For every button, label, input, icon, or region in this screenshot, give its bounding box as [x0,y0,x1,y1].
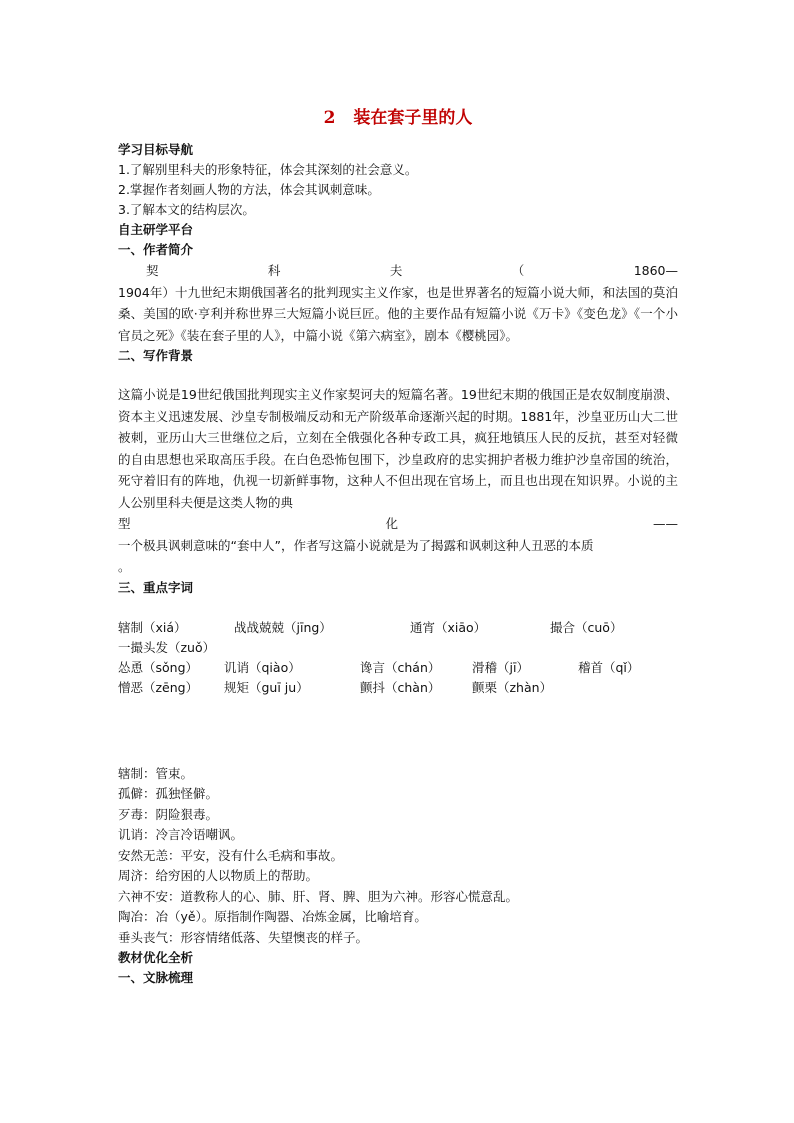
vocab-item: 撮合（cuō） [550,619,623,635]
lesson-title: 装在套子里的人 [353,108,473,128]
background-end: 。 [118,559,131,574]
author-first-line [118,260,678,282]
author-heading: 一、作者简介 [118,242,194,257]
definition-item: 安然无恙：平安，没有什么毛病和事故。 [118,847,344,863]
vocab-item: 讥诮（qiào） [224,659,301,675]
vocab-row-3 [118,678,678,698]
vocab-item: 稽首（qǐ） [578,659,640,675]
goal-item-3: 3.了解本文的结构层次。 [118,202,255,217]
background-spread-line [118,513,678,535]
vocab-item: 规矩（guī ju） [224,679,309,695]
vocab-item: 颤栗（zhàn） [472,679,553,695]
vocab-item: 战战兢兢（jīng） [234,619,332,635]
background-heading: 二、写作背景 [118,348,194,363]
author-paragraph: 1904年）十九世纪末期俄国著名的批判现实主义作家，也是世界著名的短篇小说大师，和法国的莫泊桑、美国的欧·亨利并称世界三大短篇小说巨匠。他的主要作品有短篇小说《万卡》《变色龙》《一个小官员之死》《装在套子里的人》，中篇小说《第六病室》，剧本《樱桃园》。 [118,284,678,343]
definition-item: 周济：给穷困的人以物质上的帮助。 [118,868,319,883]
definition-item: 歹毒：阴险狠毒。 [118,806,219,822]
author-token: 夫 [389,263,403,278]
definition-item: 孤僻：孤独怪僻。 [118,786,219,801]
vocab-item: 辖制（xiá） [118,619,187,635]
author-token: 契 [146,263,159,278]
author-token: 1860— [633,263,678,278]
keywords-heading: 三、重点字词 [118,579,194,595]
vocab-item: 滑稽（jī） [472,659,529,675]
definition-item: 讥诮：冷言冷语嘲讽。 [118,827,244,842]
analysis-subheading: 一、文脉梳理 [118,970,194,985]
vocab-item: 怂恿（sǒng） [118,659,199,675]
vocab-item: 谗言（chán） [360,659,441,675]
document-page [118,106,678,988]
vocab-item: 一撮头发（zuǒ） [118,639,216,655]
background-token: 型 [118,516,131,531]
goal-item-2: 2.掌握作者刻画人物的方法，体会其讽刺意味。 [118,182,380,197]
vocab-row-1 [118,618,678,638]
background-token: 化 [385,516,399,531]
background-paragraph: 这篇小说是19世纪俄国批判现实主义作家契诃夫的短篇名著。19世纪末期的俄国正是农奴制度崩溃、资本主义迅速发展、沙皇专制极端反动和无产阶级革命逐渐兴起的时期。1881年，沙皇亚历山大二世被刺，亚历山大三世继位之后，立刻在全俄强化各种专政工具，疯狂地镇压人民的反抗，甚至对轻微的自由思想也采取高压手段。在白色恐怖包围下，沙皇政府的忠实拥护者极力维护沙皇帝国的统治，死守着旧有的阵地，仇视一切新鲜事物，这种人不但出现在官场上，而且也出现在知识界。小说的主人公别里科夫便是这类人物的典 [118,387,678,510]
vocab-item: 憎恶（zēng） [118,679,199,695]
lesson-number: 2 [323,108,336,128]
author-token: 科 [267,263,281,278]
background-token: —— [653,516,678,531]
vocab-item: 颤抖（chàn） [360,679,441,695]
page-title [118,106,678,130]
vocab-row-2 [118,658,678,678]
definition-item: 垂头丧气：形容情绪低落、失望懊丧的样子。 [118,929,369,945]
analysis-heading: 教材优化全析 [118,950,194,965]
definition-item: 六神不安：道教称人的心、肺、肝、肾、脾、胆为六神。形容心慌意乱。 [118,888,519,904]
vocab-item: 通宵（xiāo） [410,619,487,635]
goal-item-1: 1.了解别里科夫的形象特征，体会其深刻的社会意义。 [118,162,418,177]
goals-heading: 学习目标导航 [118,142,194,157]
definition-item: 陶冶：冶（yě）。原指制作陶器、冶炼金属，比喻培育。 [118,909,427,924]
definition-item: 辖制：管束。 [118,765,194,781]
platform-heading: 自主研学平台 [118,222,194,237]
background-tail: 一个极具讽刺意味的“套中人”，作者写这篇小说就是为了揭露和讽刺这种人丑恶的本质 [118,537,594,553]
author-token: （ [511,263,525,278]
